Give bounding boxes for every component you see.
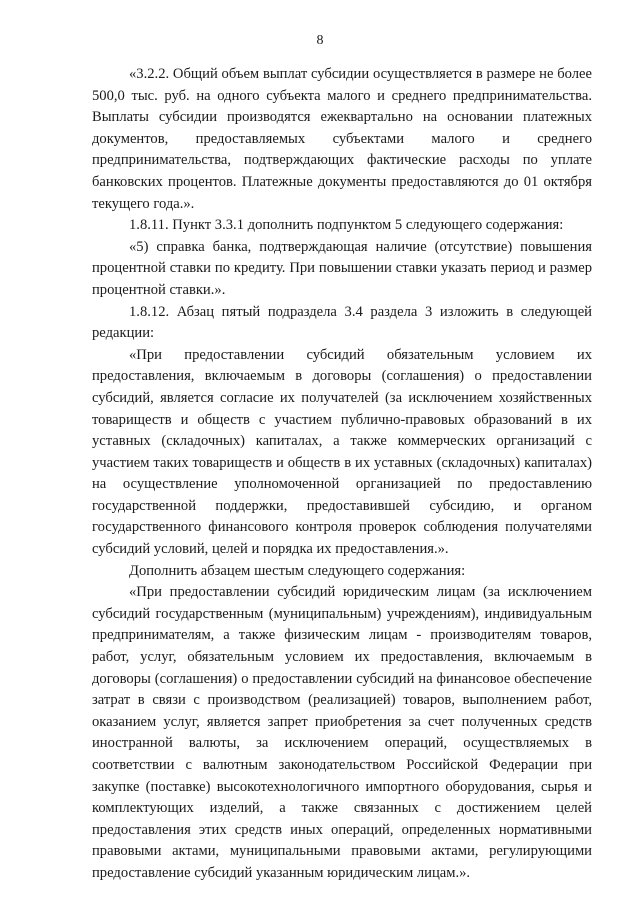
document-body xyxy=(92,64,592,885)
page-number: 8 xyxy=(316,33,324,48)
paragraph-subitem-5: «5) справка банка, подтверждающая наличие (отсутствие) повышения процентной ставки по кредиту. При повышении ставки указать период и размер процентной ставки.». xyxy=(92,238,592,298)
paragraph-1-8-11: 1.8.11. Пункт 3.3.1 дополнить подпунктом 5 следующего содержания: xyxy=(129,217,564,234)
paragraph-1-8-12: 1.8.12. Абзац пятый подраздела 3.4 раздела 3 изложить в следующей редакции: xyxy=(92,303,592,342)
paragraph-condition-consent: «При предоставлении субсидий обязательным условием их предоставления, включаемым в договоры (соглашения) о предоставлении субсидий, является согласие их получателей (за исключением хозяйственных товариществ и обществ с участием публично-правовых образований в их уставных (складочных) капиталах, а также коммерческих организаций с участием таких товариществ и обществ в их уставных (складочных) капиталах) на осуществление уполномоченной организацией по предоставлению государственной поддержки, предоставившей субсидию, и органом государственного финансового контроля проверок соблюдения получателями субсидий условий, целей и порядка их предоставления.». xyxy=(92,346,592,558)
paragraph-add-sixth: Дополнить абзацем шестым следующего содержания: xyxy=(129,562,466,579)
paragraph-3-2-2: «3.2.2. Общий объем выплат субсидии осуществляется в размере не более 500,0 тыс. руб. на одного субъекта малого и среднего предпринимательства. Выплаты субсидии производятся ежеквартально на основании платежных документов, предоставляемых субъектами малого и среднего предпринимательства, подтверждающих фактические расходы по уплате банковских процентов. Платежные документы предоставляются до 01 октября текущего года.». xyxy=(92,66,592,212)
paragraph-currency-prohibition: «При предоставлении субсидий юридическим лицам (за исключением субсидий государственным (муниципальным) учреждениям), индивидуальным предпринимателям, а также физическим лицам - производителям товаров, работ, услуг, обязательным условием их предоставления, включаемым в договоры (соглашения) о предоставлении субсидий на финансовое обеспечение затрат в связи с производством (реализацией) товаров, выполнением работ, оказанием услуг, является запрет приобретения за счет полученных средств иностранной валюты, за исключением операций, осуществляемых в соответствии с валютным законодательством Российской Федерации при закупке (поставке) высокотехнологичного импортного оборудования, сырья и комплектующих изделий, а также связанных с достижением целей предоставления этих средств иных операций, определенных нормативными правовыми актами, муниципальными правовыми актами, регулирующими предоставление субсидий указанным юридическим лицам.». xyxy=(92,584,592,881)
